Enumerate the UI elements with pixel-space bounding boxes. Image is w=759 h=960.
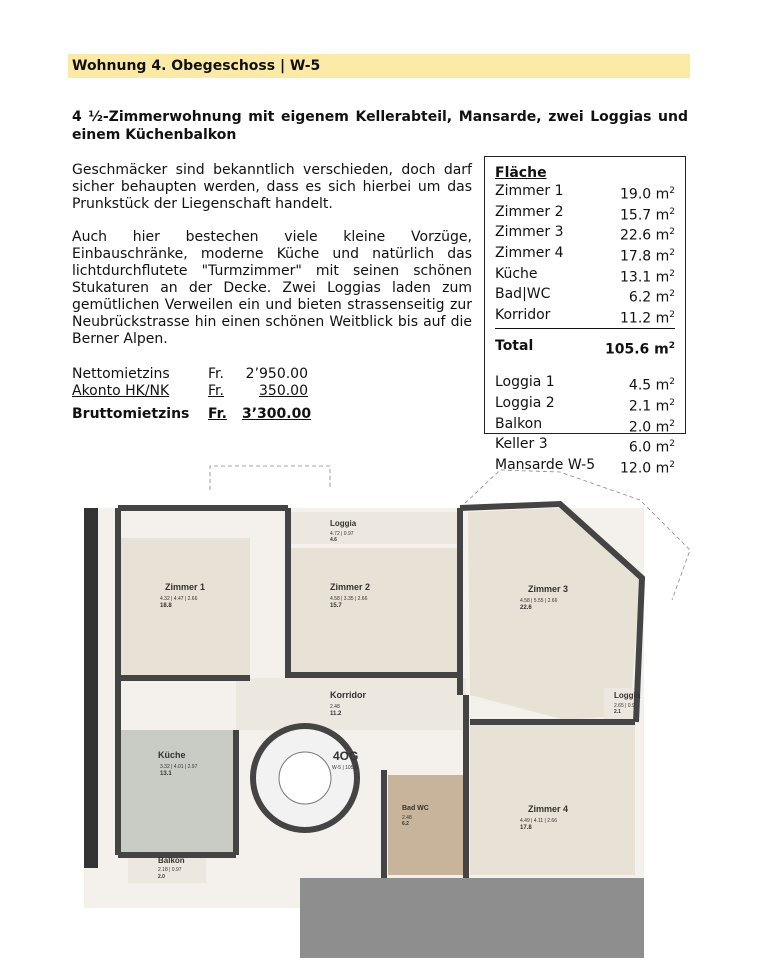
svg-text:4.6: 4.6 xyxy=(330,537,337,543)
area-row xyxy=(495,416,675,437)
svg-text:18.8: 18.8 xyxy=(160,603,172,609)
area-row xyxy=(495,307,675,329)
area-row-value: 4.5 $m^2$ xyxy=(628,377,675,394)
area-total-label: Total xyxy=(495,337,534,354)
svg-text:17.8: 17.8 xyxy=(520,825,532,831)
svg-text:2.0: 2.0 xyxy=(158,874,165,880)
svg-text:11.2: 11.2 xyxy=(330,711,342,717)
rent-amount: 3’300.00 xyxy=(242,406,312,422)
svg-text:Balkon: Balkon xyxy=(158,856,185,865)
svg-text:6.2: 6.2 xyxy=(402,821,409,827)
area-row-label: Loggia 2 xyxy=(495,394,555,411)
room-zimmer-1 xyxy=(120,538,250,678)
area-row-label: Balkon xyxy=(495,415,543,432)
room-zimmer-4 xyxy=(470,725,635,875)
svg-text:Zimmer 2: Zimmer 2 xyxy=(330,582,371,592)
area-row-label: Zimmer 3 xyxy=(495,224,564,241)
plan-rooms xyxy=(84,508,644,958)
rent-currency: Fr. xyxy=(208,383,224,399)
area-total-row xyxy=(495,338,675,359)
area-row-label: Zimmer 4 xyxy=(495,244,564,261)
area-box xyxy=(484,156,686,477)
area-row xyxy=(495,395,675,416)
svg-text:4.58 | 5.55 | 2.66: 4.58 | 5.55 | 2.66 xyxy=(520,598,558,604)
area-row-label: Zimmer 1 xyxy=(495,183,564,199)
area-row-value: 6.2 $m^2$ xyxy=(628,289,675,306)
svg-text:4.58 | 3.35 | 2.66: 4.58 | 3.35 | 2.66 xyxy=(330,596,368,602)
area-row-value: 19.0 $m^2$ xyxy=(620,186,675,203)
area-row-label: Mansarde W-5 xyxy=(495,456,596,473)
room-kueche xyxy=(118,730,236,855)
area-row-label: Bad|WC xyxy=(495,286,551,303)
area-row xyxy=(495,204,675,225)
area-row-label: Küche xyxy=(495,265,538,282)
svg-text:W-5 | 105.6: W-5 | 105.6 xyxy=(332,765,358,771)
svg-text:22.6: 22.6 xyxy=(520,605,532,611)
area-row xyxy=(495,374,675,395)
floor-plan xyxy=(0,460,759,960)
area-row-value: 13.1 $m^2$ xyxy=(620,268,675,286)
description-paragraph-1: Geschmäcker sind bekanntlich verschieden, doch darf sicher behaupten werden, dass es sich hierbei um das Prunkstück der Liegenschaft handelt. xyxy=(72,162,472,212)
rent-row-brutto xyxy=(72,406,312,423)
room-korridor xyxy=(236,678,466,730)
area-row-value: 17.8 $m^2$ xyxy=(620,247,675,265)
area-row xyxy=(495,183,675,204)
rent-table xyxy=(72,366,312,423)
apartment-subtitle: 4 ½-Zimmerwohnung mit eigenem Kellerabteil, Mansarde, zwei Loggias und einem Küchenbalkon xyxy=(72,109,688,143)
area-total-value: 105.6 $m^2$ xyxy=(604,340,675,358)
room-bad-wc xyxy=(388,775,464,875)
area-row xyxy=(495,436,675,457)
area-row xyxy=(495,286,675,307)
rent-row-netto xyxy=(72,366,308,383)
rent-currency: Fr. xyxy=(208,406,227,422)
svg-text:Zimmer 3: Zimmer 3 xyxy=(528,584,569,594)
svg-text:2.1: 2.1 xyxy=(614,709,621,715)
svg-text:Zimmer 4: Zimmer 4 xyxy=(528,804,569,814)
rent-amount: 350.00 xyxy=(259,383,308,399)
room-zimmer-2 xyxy=(290,548,460,673)
svg-text:2.18 | 0.97: 2.18 | 0.97 xyxy=(158,867,182,873)
rent-currency: Fr. xyxy=(208,366,224,382)
rent-amount: 2’950.00 xyxy=(245,366,308,382)
area-row-label: Korridor xyxy=(495,306,551,323)
description-paragraph-2: Auch hier bestechen viele kleine Vorzüge, Einbauschränke, moderne Küche und natürlich das lichtdurchflutete "Turmzimmer" mit seinen schönen Stukaturen an der Decke. Zwei Loggias laden zum gemütlichen Verweilen ein und bieten strassenseitig zur Neubrückstrasse hin einen schönen Weitblick bis auf die Berner Alpen. xyxy=(72,229,472,347)
svg-text:Zimmer 1: Zimmer 1 xyxy=(165,582,206,592)
area-title: Fläche xyxy=(495,165,547,181)
svg-text:2.65 | 0.9: 2.65 | 0.9 xyxy=(614,703,635,709)
svg-text:2.48: 2.48 xyxy=(402,815,412,821)
svg-text:Korridor: Korridor xyxy=(330,690,366,700)
rent-label: Bruttomietzins xyxy=(72,406,190,422)
area-row-label: Keller 3 xyxy=(495,436,548,453)
area-row xyxy=(495,224,675,245)
area-row xyxy=(495,245,675,266)
svg-text:2.48: 2.48 xyxy=(330,704,340,710)
rent-label: Nettomietzins xyxy=(72,366,170,382)
svg-text:Bad WC: Bad WC xyxy=(402,805,429,812)
roof-area xyxy=(300,878,644,958)
area-row-label: Loggia 1 xyxy=(495,374,555,391)
area-row xyxy=(495,266,675,287)
svg-text:Loggia: Loggia xyxy=(330,519,357,528)
svg-text:4.72 | 0.97: 4.72 | 0.97 xyxy=(330,531,354,537)
svg-text:15.7: 15.7 xyxy=(330,603,342,609)
area-row-value: 22.6 $m^2$ xyxy=(620,227,675,244)
area-row-value: 15.7 $m^2$ xyxy=(620,206,675,224)
svg-text:Küche: Küche xyxy=(158,750,186,760)
area-row-label: Zimmer 2 xyxy=(495,203,564,220)
label-stair xyxy=(332,749,358,771)
svg-text:4.32 | 4.47 | 2.66: 4.32 | 4.47 | 2.66 xyxy=(160,596,198,602)
rent-row-akonto xyxy=(72,383,308,400)
area-row-value: 11.2 $m^2$ xyxy=(620,309,675,327)
left-wall-block xyxy=(84,508,98,868)
svg-text:Loggia: Loggia xyxy=(614,691,641,700)
room-loggia-1 xyxy=(288,512,458,544)
svg-text:4.49 | 4.11 | 2.66: 4.49 | 4.11 | 2.66 xyxy=(520,818,557,824)
svg-text:3.32 | 4.01 | 2.97: 3.32 | 4.01 | 2.97 xyxy=(160,764,198,770)
svg-text:4OG: 4OG xyxy=(333,749,359,763)
area-row-value: 2.1 $m^2$ xyxy=(628,397,675,415)
svg-text:13.1: 13.1 xyxy=(160,771,172,777)
area-row-value: 2.0 $m^2$ xyxy=(628,418,675,436)
section-header: Wohnung 4. Obegeschoss | W-5 xyxy=(68,54,690,78)
area-row-value: 6.0 $m^2$ xyxy=(628,439,675,456)
rent-label: Akonto HK/NK xyxy=(72,383,170,399)
area-row-value: 12.0 $m^2$ xyxy=(620,459,675,477)
